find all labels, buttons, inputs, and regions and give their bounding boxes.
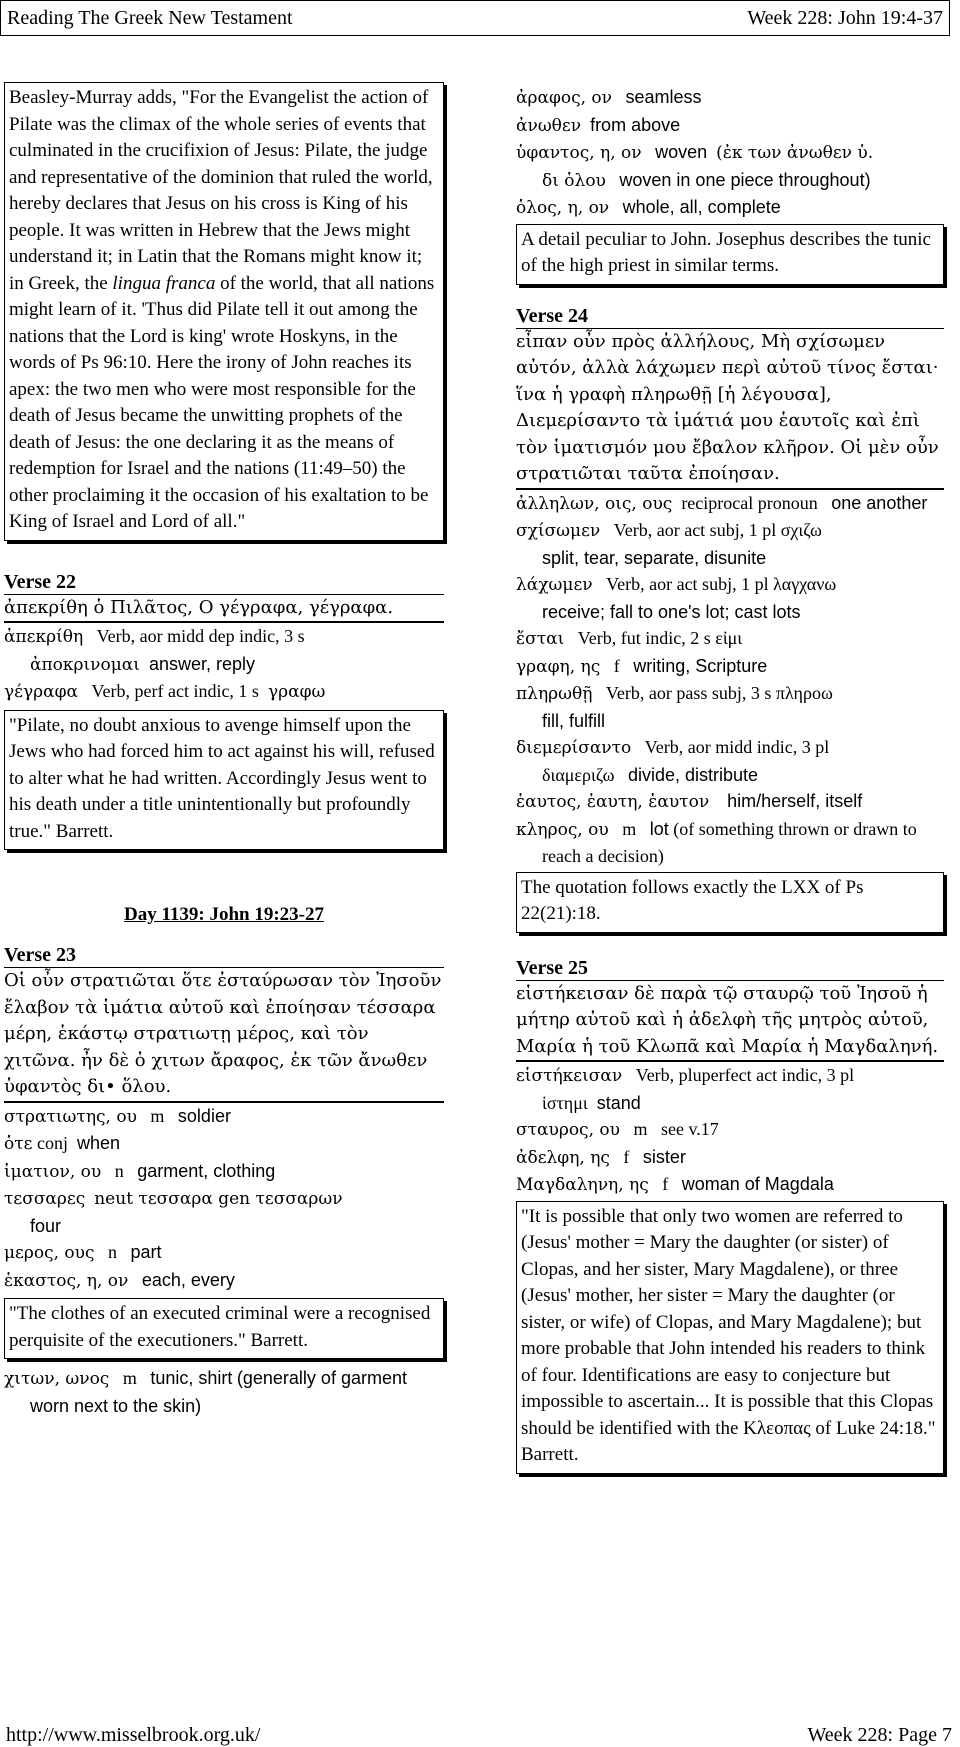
footer-url[interactable]: http://www.misselbrook.org.uk/ — [6, 1723, 261, 1746]
vocab-item: ἀλληλων, οις, ους reciprocal pronoun one another — [516, 492, 928, 514]
header-week: Week 228: John 19:4-37 — [747, 6, 943, 29]
vocab-item: ὁλος, η, ον whole, all, complete — [516, 197, 781, 218]
vocab-item: σχίσωμεν Verb, aor act subj, 1 pl σχιζω split, tear, separate, disunite — [516, 520, 822, 568]
verse-25-text: εἱστήκεισαν δὲ παρὰ τῷ σταυρῷ τοῦ Ἰησοῦ ἡ μήτηρ αὐτοῦ καὶ ἡ ἀδελφὴ τῆς μητρὸς αὐτοῦ, Μαρία ἡ τοῦ Κλωπᾶ καὶ Μαρία ἡ Μαγδαληνή. — [516, 981, 944, 1062]
verse-23-text: Οἱ οὖν στρατιῶται ὅτε ἐσταύρωσαν τὸν Ἰησοῦν ἔλαβον τὰ ἱμάτια αὐτοῦ καὶ ἐποίησαν τέσσαρα μέρη, ἑκάστῳ στρατιωτῃ μέρος, καὶ τὸν χιτῶνα. ἦν δὲ ὁ χιτων ἄραφος, ἐκ τῶν ἄνωθεν ὑφαντὸς δι• ὅλου. — [4, 968, 444, 1102]
vocab-list-25 — [516, 1061, 944, 1199]
note-box-lxx: The quotation follows exactly the LXX of Ps 22(21):18. — [516, 872, 944, 933]
commentary-box-beasley-murray: Beasley-Murray adds, "For the Evangelist the action of Pilate was the climax of the whole series of events that culminated in the crucifixion of Jesus: Pilate, the judge and representative of the dominion that ruled the world, hereby declares that Jesus on his cross is King of his people. It was written in Hebrew that the Jews might understand it; in Latin that the Romans might know it; in Greek, the lingua franca of the world, that all nations might learn of it. 'Thus did Pilate tell it out among the nations that the Lord is king' wrote Hoskyns, in the words of Ps 96:10. Here the irony of John reaches its apex: the two men who were most responsible for the death of Jesus became the unwitting prophets of the death of Jesus: the one declaring it as the means of redemption for Israel and the nations (11:49–50) the other proclaiming it the occasion of his exaltation to be King of Israel and Lord of all." — [4, 82, 444, 541]
commentary-box-barrett-pilate: "Pilate, no doubt anxious to avenge himself upon the Jews who had forced him to act against his will, refused to alter what he had written. Accordingly Jesus went to his death under a title unintentionally but profoundly true." Barrett. — [4, 710, 444, 851]
vocab-item: στρατιωτης, ου m soldier — [4, 1105, 231, 1127]
vocab-item: γραφη, ης f writing, Scripture — [516, 655, 768, 677]
vocab-item: ὑφαντος, η, ον woven (ἐκ των ἀνωθεν ὑ. — [516, 142, 874, 163]
header-title: Reading The Greek New Testament — [7, 6, 293, 29]
vocab-list-23b — [4, 1365, 444, 1419]
vocab-item: ἔσται Verb, fut indic, 2 s εἰμι — [516, 628, 743, 649]
footer-page: Week 228: Page 7 — [807, 1723, 952, 1746]
vocab-item: λάχωμεν Verb, aor act subj, 1 pl λαγχανω receive; fall to one's lot; cast lots — [516, 574, 837, 622]
vocab-item: ἀνωθεν from above — [516, 114, 681, 136]
verse-22-text: ἀπεκρίθη ὁ Πιλᾶτος, Ο γέγραφα, γέγραφα. — [4, 595, 444, 623]
vocab-item: διεμερίσαντο Verb, aor midd indic, 3 pl διαμεριζω divide, distribute — [516, 737, 830, 785]
note-box-detail: A detail peculiar to John. Josephus describes the tunic of the high priest in similar terms. — [516, 224, 944, 285]
verse-22-heading: Verse 22 — [4, 571, 444, 595]
vocab-list-23c — [516, 84, 944, 222]
vocab-list-23 — [4, 1102, 444, 1295]
day-heading: Day 1139: John 19:23-27 — [123, 904, 325, 925]
verse-24-text: εἶπαν οὖν πρὸς ἀλλήλους, Μὴ σχίσωμεν αὐτόν, ἀλλὰ λάχωμεν περὶ αὐτοῦ τίνος ἔσται· ἵνα ἡ γραφὴ πληρωθῇ [ἡ λέγουσα], Διεμερίσαντο τὰ ἱμάτιά μου ἑαυτοῖς καὶ ἐπὶ τὸν ἱματισμόν μου ἔβαλον κλῆρον. Οἱ μὲν οὖν στρατιῶται ταῦτα ἐποίησαν. — [516, 329, 944, 489]
vocab-item: κληρος, ου m lot (of something thrown or drawn to reach a decision) — [516, 818, 917, 866]
vocab-item: Μαγδαληνη, ης f woman of Magdala — [516, 1174, 834, 1195]
commentary-box-barrett-clothes: "The clothes of an executed criminal were a recognised perquisite of the executioners." Barrett. — [4, 1298, 444, 1359]
vocab-item: δι ὁλου woven in one piece throughout) — [542, 169, 871, 191]
page-header — [0, 0, 950, 36]
vocab-item: ἀραφος, ον seamless — [516, 87, 702, 108]
vocab-item: ὁτε conj when — [4, 1133, 120, 1154]
vocab-item: ἑαυτος, ἑαυτη, ἑαυτον him/herself, itself — [516, 791, 863, 812]
vocab-item: ἑκαστος, η, ον each, every — [4, 1269, 235, 1291]
page-footer — [0, 1724, 960, 1746]
vocab-item: γέγραφα Verb, perf act indic, 1 s γραφω — [4, 681, 326, 702]
vocab-list-24 — [516, 489, 944, 870]
vocab-item: ἀδελφη, ης f sister — [516, 1146, 686, 1168]
verse-25-heading: Verse 25 — [516, 957, 944, 981]
left-column — [4, 82, 444, 1419]
vocab-item: χιτων, ωνος m tunic, shirt (generally of garment worn next to the skin) — [4, 1368, 407, 1416]
vocab-item: ἱματιον, ου n garment, clothing — [4, 1160, 276, 1182]
vocab-item: ἀπεκρίθη Verb, aor midd dep indic, 3 s ἀποκρινομαι answer, reply — [4, 626, 305, 675]
commentary-box-barrett-women: "It is possible that only two women are referred to (Jesus' mother = Mary the daughter (or sister) of Clopas, and her sister, Mary Magdalene), or three (Jesus' mother, her sister = Mary the daughter (or sister, or wife) of Clopas, and Mary Magdalene); but more probable that John intended his readers to think of four. Identifications are easy to conjecture but impossible to ascertain... It is possible that this Clopas should be identified with the Κλεοπας of Luke 24:18." Barrett. — [516, 1201, 944, 1474]
vocab-item: τεσσαρες neut τεσσαρα gen τεσσαρων four — [4, 1189, 343, 1236]
vocab-item: μερος, ους n part — [4, 1242, 162, 1263]
vocab-item: σταυρος, ου m see v.17 — [516, 1119, 719, 1140]
right-column — [516, 84, 944, 1474]
vocab-item: πληρωθῇ Verb, aor pass subj, 3 s πληροω fill, fulfill — [516, 683, 833, 731]
vocab-list-22 — [4, 622, 444, 706]
verse-23-heading: Verse 23 — [4, 944, 444, 968]
verse-24-heading: Verse 24 — [516, 305, 944, 329]
vocab-item: εἱστήκεισαν Verb, pluperfect act indic, 3 pl ἱστημι stand — [516, 1065, 855, 1113]
